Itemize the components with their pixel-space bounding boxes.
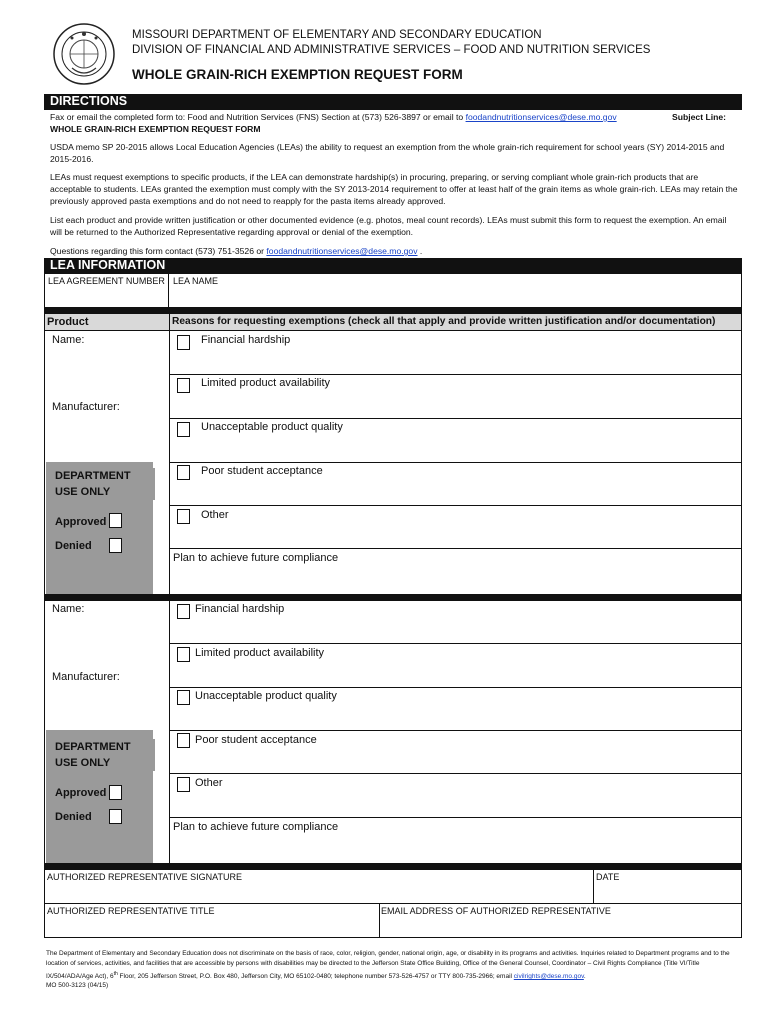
limited-availability-checkbox[interactable]: [177, 378, 190, 393]
section-separator: [44, 307, 742, 314]
compliance-plan-label: Plan to achieve future compliance: [173, 821, 339, 833]
date-field[interactable]: [597, 885, 737, 901]
financial-hardship-label: Financial hardship: [201, 334, 291, 346]
directions-justification: List each product and provide written justification or other documented evidence (e.g. photos, meal count records). LEAs must submit this form to request the exemption. An email will be returned to the Authorized Representative regarding approval or denial of the exemption.: [50, 215, 727, 237]
section-separator: [44, 594, 742, 601]
agency-name: MISSOURI DEPARTMENT OF ELEMENTARY AND SECONDARY EDUCATION: [132, 29, 542, 41]
lea-name-field[interactable]: [174, 289, 738, 305]
signature-field[interactable]: [48, 885, 588, 901]
financial-hardship-checkbox[interactable]: [177, 335, 190, 350]
financial-hardship-label: Financial hardship: [195, 603, 285, 615]
compliance-plan-label: Plan to achieve future compliance: [173, 552, 339, 564]
form-number: MO 500-3123 (04/15): [46, 982, 109, 989]
other-label: Other: [195, 777, 223, 789]
section-separator: [44, 863, 742, 870]
email-label: EMAIL ADDRESS OF AUTHORIZED REPRESENTATIVE: [381, 906, 611, 916]
division-name: DIVISION OF FINANCIAL AND ADMINISTRATIVE SERVICES – FOOD AND NUTRITION SERVICES: [132, 44, 651, 56]
unacceptable-quality-checkbox[interactable]: [177, 690, 190, 705]
product-name-label: Name:: [52, 603, 85, 615]
row-line: [169, 548, 742, 549]
department-use-label: DEPARTMENT USE ONLY: [55, 739, 155, 771]
poor-acceptance-checkbox[interactable]: [177, 733, 190, 748]
row-line: [169, 505, 742, 506]
row-line: [169, 817, 742, 818]
poor-acceptance-checkbox[interactable]: [177, 465, 190, 480]
row-line: [169, 730, 742, 731]
limited-availability-label: Limited product availability: [195, 647, 325, 659]
title-label: AUTHORIZED REPRESENTATIVE TITLE: [47, 906, 215, 916]
denied-checkbox[interactable]: [109, 538, 122, 553]
other-checkbox[interactable]: [177, 777, 190, 792]
directions-usda-memo: USDA memo SP 20-2015 allows Local Education Agencies (LEAs) the ability to request an exemption from the whole grain-rich requirement for school years (SY) 2014-2015 and 2015-2016.: [50, 142, 725, 164]
directions-fax-email: Fax or email the completed form to: Food and Nutrition Services (FNS) Section at (573) 526-3897 or email to foodandnutritionservices@dese.mo.gov Subject Line: WHOLE GRAIN-RICH EXEMPTION REQUEST FORM: [50, 112, 726, 134]
denied-checkbox[interactable]: [109, 809, 122, 824]
email-divider: [379, 904, 380, 938]
lea-info-heading: LEA INFORMATION: [44, 258, 742, 274]
financial-hardship-checkbox[interactable]: [177, 604, 190, 619]
other-checkbox[interactable]: [177, 509, 190, 524]
reasons-column-header: Reasons for requesting exemptions (check all that apply and provide written justification and/or documentation): [172, 316, 716, 327]
approved-checkbox[interactable]: [109, 513, 122, 528]
manufacturer-label: Manufacturer:: [52, 401, 120, 413]
row-line: [169, 462, 742, 463]
other-label: Other: [201, 509, 229, 521]
denied-label: Denied: [55, 811, 92, 823]
product-column-header: Product: [47, 316, 89, 328]
lea-agreement-number-field[interactable]: [50, 289, 164, 305]
approved-label: Approved: [55, 516, 107, 528]
date-label: DATE: [596, 872, 620, 882]
approved-label: Approved: [55, 787, 107, 799]
limited-availability-checkbox[interactable]: [177, 647, 190, 662]
poor-acceptance-label: Poor student acceptance: [195, 734, 317, 746]
form-title: WHOLE GRAIN-RICH EXEMPTION REQUEST FORM: [132, 67, 463, 82]
row-line: [169, 643, 742, 644]
manufacturer-label: Manufacturer:: [52, 671, 120, 683]
unacceptable-quality-label: Unacceptable product quality: [201, 421, 343, 433]
directions-heading: DIRECTIONS: [44, 94, 742, 110]
product-name-label: Name:: [52, 334, 85, 346]
product-block-2-divider: [169, 601, 170, 863]
questions-email-link[interactable]: foodandnutritionservices@dese.mo.gov: [266, 246, 418, 256]
row-line: [169, 374, 742, 375]
signature-label: AUTHORIZED REPRESENTATIVE SIGNATURE: [47, 872, 243, 882]
lea-name-label: LEA NAME: [173, 276, 219, 286]
nondiscrimination-notice: The Department of Elementary and Secondary Education does not discriminate on the basis of race, color, religion, gender, national origin, age, or disability in its programs and activities. Inquiries related to Department programs and to the location of services, activities, and facilities that are accessible by persons with disabilities may be directed to the Jefferson State Office Building, Office of the General Counsel, Coordinator – Civil Rights Compliance (Title VI/Title IX/504/ADA/Age Act), 6th Floor, 205 Jefferson Street, P.O. Box 480, Jefferson City, MO 65102-0480; telephone number 573-526-4757 or TTY 800-735-2966; email civilrights@dese.mo.gov.: [46, 950, 730, 981]
header-divider: [169, 314, 170, 330]
row-line: [169, 418, 742, 419]
unacceptable-quality-checkbox[interactable]: [177, 422, 190, 437]
poor-acceptance-label: Poor student acceptance: [201, 465, 323, 477]
directions-hardship: LEAs must request exemptions to specific products, if the LEA can demonstrate hardship(s) in procuring, preparing, or serving compliant whole grain-rich products that are acceptable to students. LEAs granted the exemption must comply with the SY 2013-2014 requirement to offer at least half of the grain items as whole grain-rich. LEAs may retain the previously approved pasta exemptions and do not need to reapply for the pasta items already approved.: [50, 172, 738, 206]
lea-divider: [168, 274, 169, 307]
row-line: [169, 687, 742, 688]
denied-label: Denied: [55, 540, 92, 552]
title-field[interactable]: [48, 919, 374, 935]
unacceptable-quality-label: Unacceptable product quality: [195, 690, 337, 702]
limited-availability-label: Limited product availability: [201, 377, 331, 389]
fns-email-link[interactable]: foodandnutritionservices@dese.mo.gov: [465, 112, 617, 122]
signature-row-line: [44, 903, 742, 904]
department-use-label: DEPARTMENT USE ONLY: [55, 468, 155, 500]
lea-agreement-label: LEA AGREEMENT NUMBER: [48, 276, 165, 286]
row-line: [169, 773, 742, 774]
civil-rights-email-link[interactable]: civilrights@dese.mo.gov: [513, 973, 584, 981]
approved-checkbox[interactable]: [109, 785, 122, 800]
directions-questions: Questions regarding this form contact (573) 751-3526 or foodandnutritionservices@dese.mo.gov .: [50, 246, 423, 256]
email-field[interactable]: [384, 919, 736, 935]
date-divider: [593, 870, 594, 903]
missouri-seal-icon: [52, 22, 116, 86]
